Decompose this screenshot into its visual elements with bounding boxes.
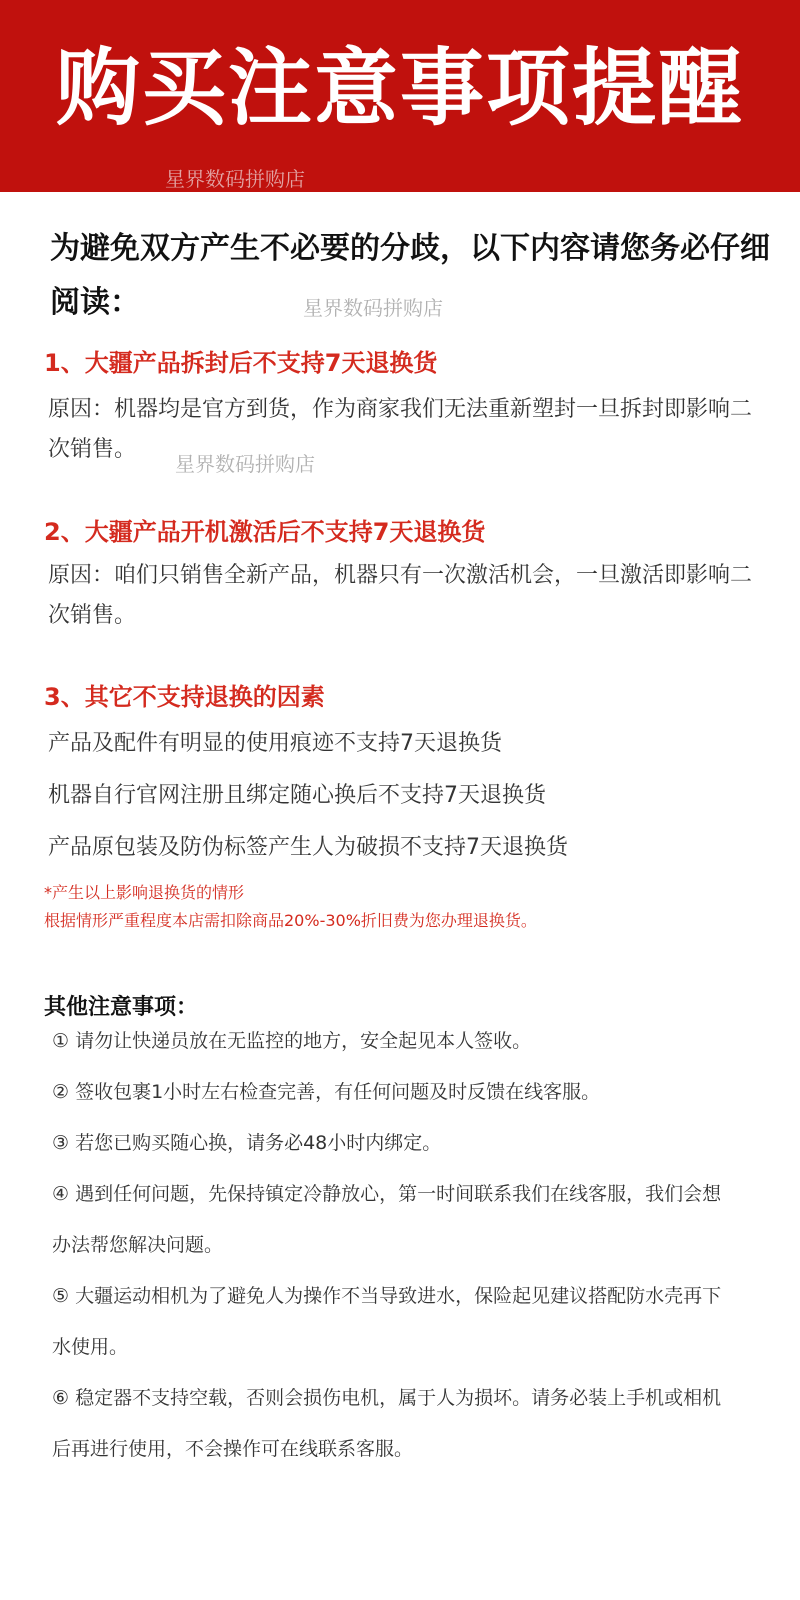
header-banner — [0, 0, 800, 192]
watermark-text: 星界数码拼购店 — [303, 296, 443, 320]
notice-item: ⑤ 大疆运动相机为了避免人为操作不当导致进水，保险起见建议搭配防水壳再下水使用。 — [52, 1285, 722, 1358]
section-body-unsealed: 原因：机器均是官方到货，作为商家我们无法重新塑封一旦拆封即影响二次销售。 — [48, 397, 753, 462]
other-notices-heading: 其他注意事项： — [44, 995, 199, 1020]
watermark-text: 星界数码拼购店 — [175, 452, 315, 476]
notice-item: ① 请勿让快递员放在无监控的地方，安全起见本人签收。 — [52, 1030, 532, 1052]
notice-item: ⑥ 稳定器不支持空载，否则会损伤电机，属于人为损坏。请务必装上手机或相机后再进行使用，不会操作可在线联系客服。 — [52, 1387, 722, 1460]
intro-text: 为避免双方产生不必要的分歧，以下内容请您务必仔细阅读： — [50, 231, 770, 320]
list-item: 产品及配件有明显的使用痕迹不支持7天退换货 — [48, 731, 502, 756]
section-heading-other-factors: 3、其它不支持退换的因素 — [44, 683, 325, 711]
watermark-text: 星界数码拼购店 — [165, 167, 305, 191]
section-body-activated: 原因：咱们只销售全新产品，机器只有一次激活机会，一旦激活即影响二次销售。 — [48, 563, 753, 628]
notice-item: ② 签收包裹1小时左右检查完善，有任何问题及时反馈在线客服。 — [52, 1081, 601, 1103]
red-note: 根据情形严重程度本店需扣除商品20%-30%折旧费为您办理退换货。 — [44, 911, 537, 930]
list-item: 产品原包装及防伪标签产生人为破损不支持7天退换货 — [48, 835, 568, 860]
section-heading-unsealed: 1、大疆产品拆封后不支持7天退换货 — [44, 349, 438, 377]
red-note: *产生以上影响退换货的情形 — [44, 883, 245, 902]
section-heading-activated: 2、大疆产品开机激活后不支持7天退换货 — [44, 518, 486, 546]
notice-item: ④ 遇到任何问题，先保持镇定冷静放心，第一时间联系我们在线客服，我们会想办法帮您解决问题。 — [52, 1183, 722, 1256]
page-title: 购买注意事项提醒 — [55, 39, 744, 137]
notice-item: ③ 若您已购买随心换，请务必48小时内绑定。 — [52, 1132, 442, 1154]
list-item: 机器自行官网注册且绑定随心换后不支持7天退换货 — [48, 783, 546, 808]
